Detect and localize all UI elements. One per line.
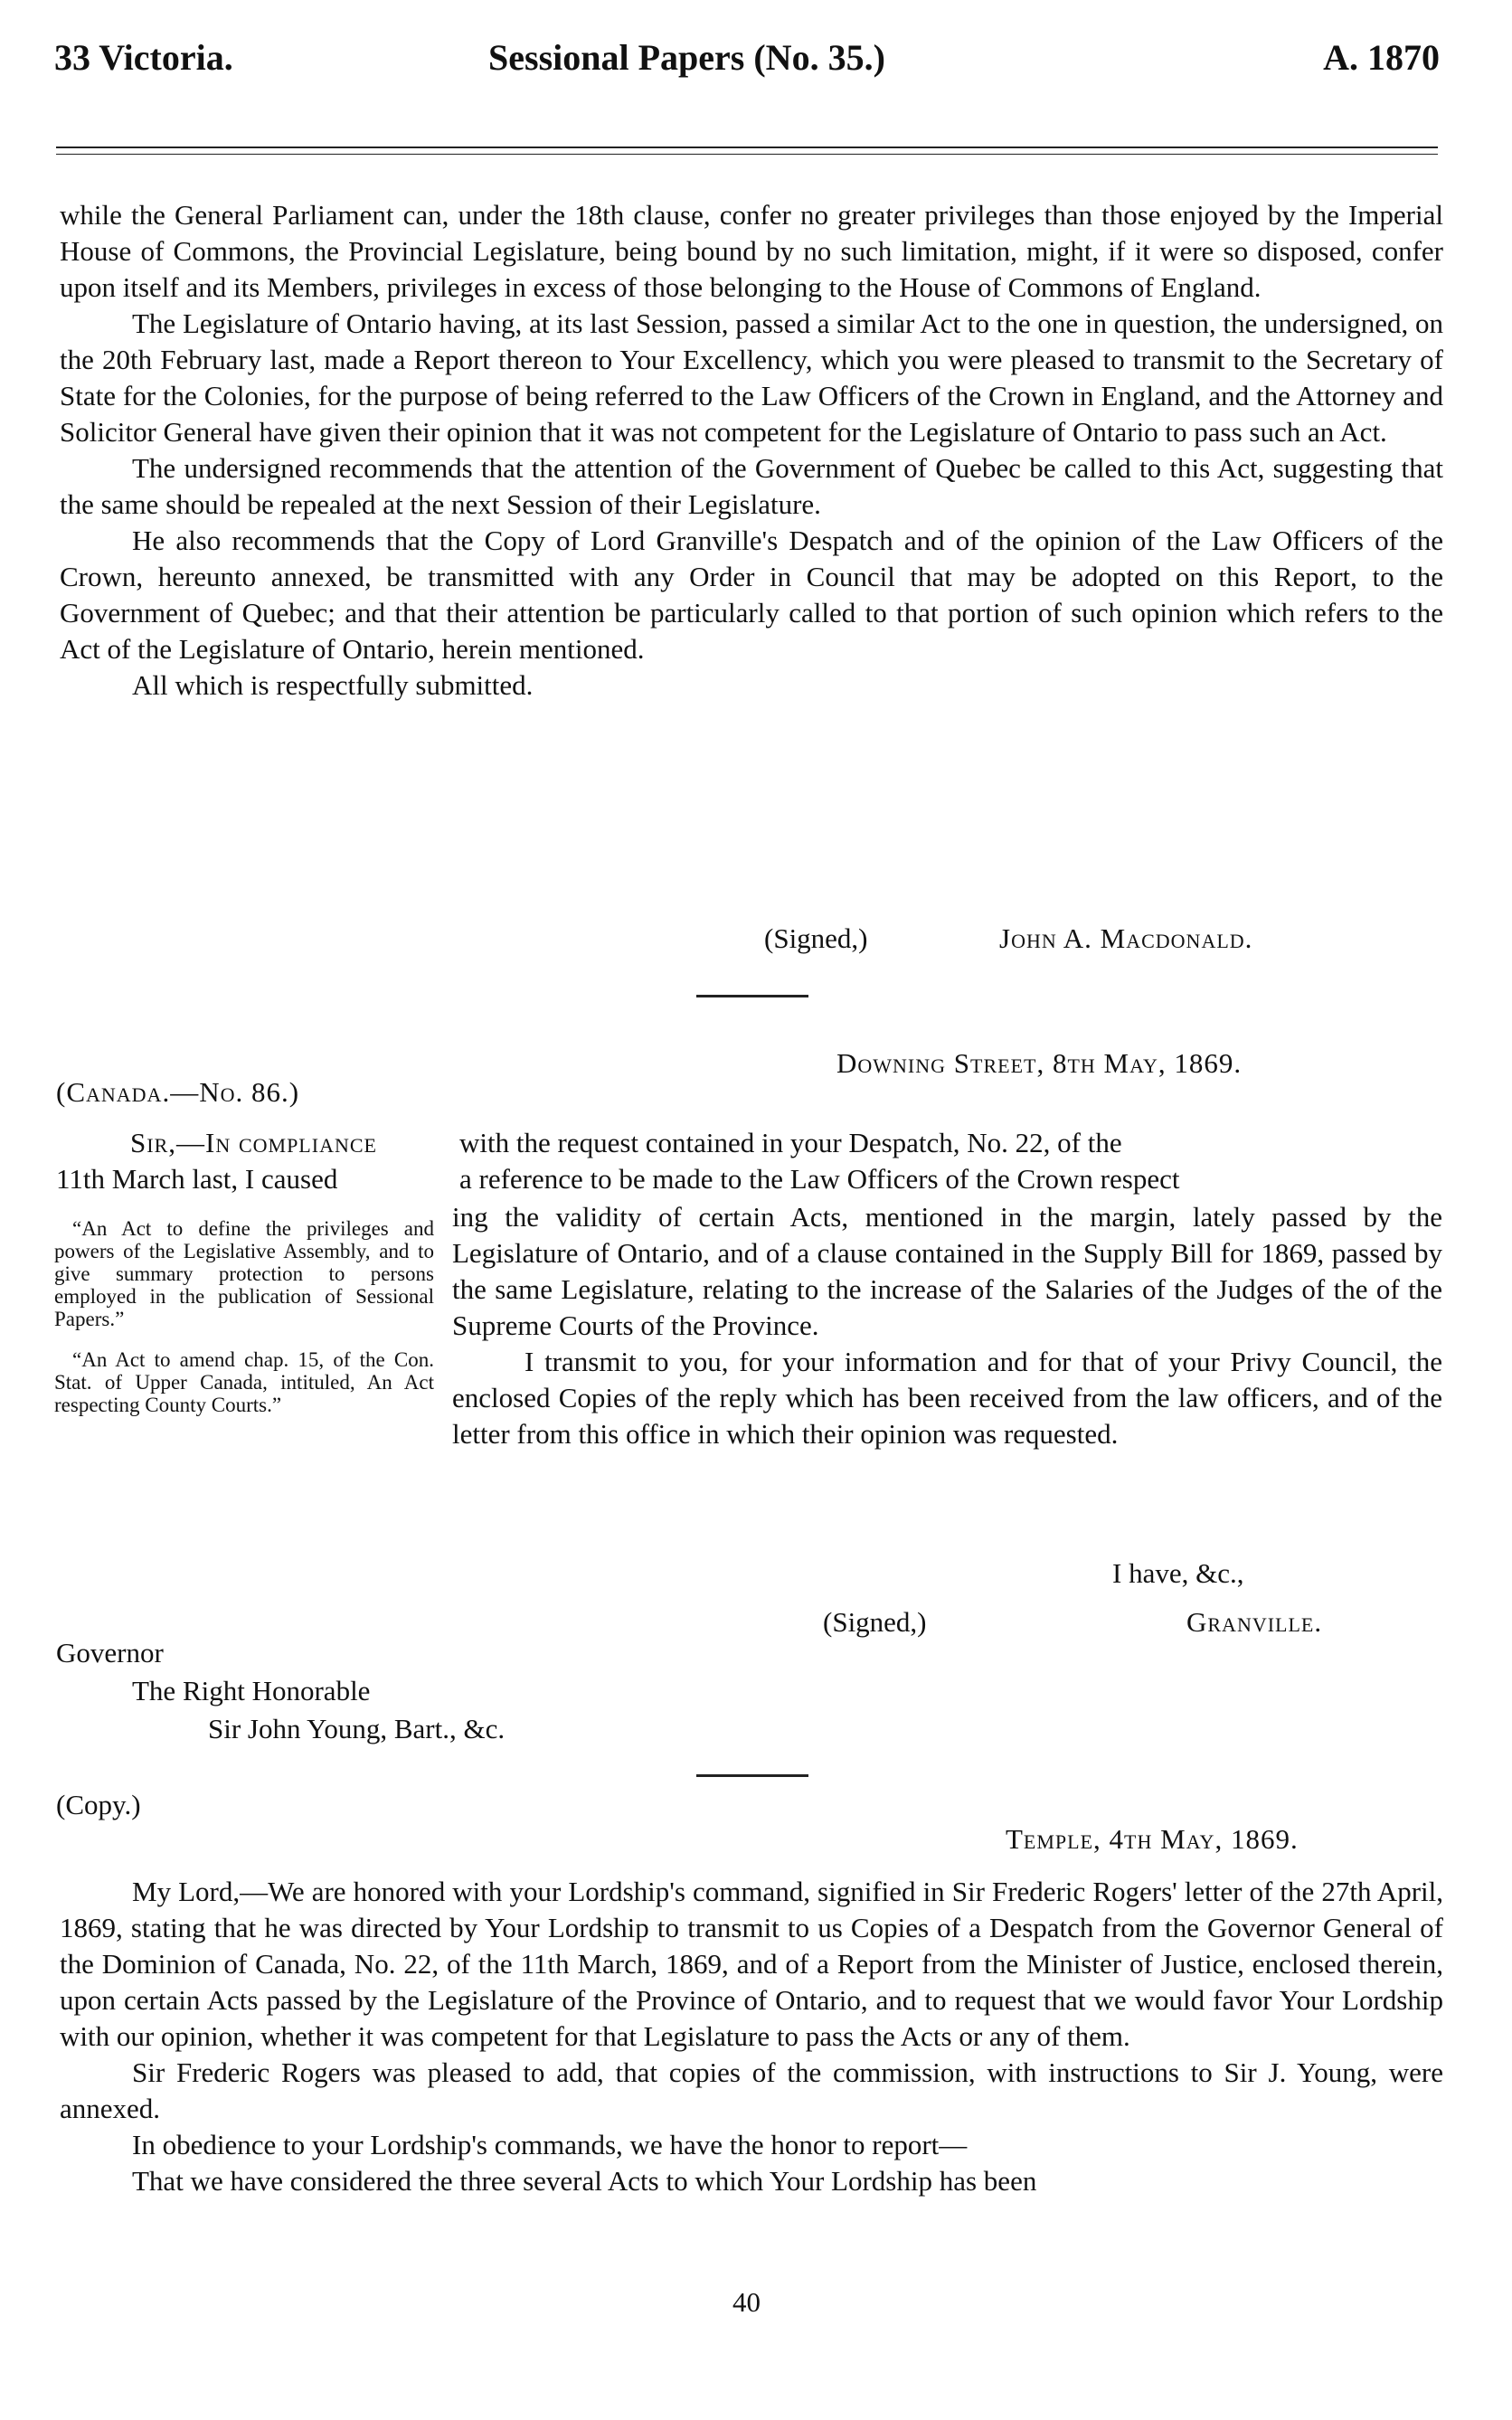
copy-place-date: Temple, 4th May, 1869. [1006, 1823, 1299, 1855]
paragraph: In obedience to your Lordship's commands, we have the honor to report— [132, 2129, 968, 2160]
copy-label: (Copy.) [56, 1789, 141, 1820]
paragraph: I transmit to you, for your information and for that of your Privy Council, the enclosed Copies of the reply which has been received from the law officers, and of the letter from this office in which their opinion was requested. [452, 1346, 1442, 1450]
despatch-line: a reference to be made to the Law Officers of the Crown respect [459, 1163, 1180, 1195]
page-header [54, 27, 1440, 83]
paragraph: He also recommends that the Copy of Lord Granville's Despatch and of the opinion of the Law Officers of the Crown, hereunto annexed, be transmitted with any Order in Council that may be adopted on this Report, to the Government of Quebec; and that their attention be particularly called to that portion of such opinion which refers to the Act of the Legislature of Ontario, herein mentioned. [60, 525, 1443, 665]
header-rule-thin [56, 154, 1438, 155]
signed-label: (Signed,) [764, 922, 868, 954]
paragraph: That we have considered the three several Acts to which Your Lordship has been [132, 2165, 1037, 2197]
despatch-reference: (Canada.—No. 86.) [56, 1076, 300, 1108]
section-divider [696, 995, 808, 997]
despatch-closing: I have, &c., [1112, 1557, 1244, 1589]
header-rule [56, 147, 1438, 148]
margin-notes [54, 1217, 434, 1434]
report-text [60, 197, 1443, 704]
paragraph: while the General Parliament can, under the 18th clause, confer no greater privileges than those enjoyed by the Imperial House of Commons, the Provincial Legislature, being bound by no such limitation, might, if it were so disposed, confer upon itself and its Members, privileges in excess of those belonging to the House of Commons of England. [60, 199, 1443, 303]
paragraph: All which is respectfully submitted. [132, 669, 534, 701]
section-divider [696, 1774, 808, 1777]
addressee-line: Sir John Young, Bart., &c. [208, 1713, 506, 1744]
despatch-body [452, 1199, 1442, 1452]
page-number: 40 [732, 2286, 761, 2318]
despatch-line: with the request contained in your Despatch, No. 22, of the [459, 1127, 1122, 1158]
margin-note: “An Act to define the privileges and powers of the Legislative Assembly, and to give summary protection to persons employed in the publication of Sessional Papers.” [54, 1217, 434, 1330]
signatory-name: John A. Macdonald. [999, 922, 1253, 954]
header-year: A. 1870 [1323, 37, 1440, 78]
addressee-line: The Right Honorable [132, 1675, 371, 1706]
paragraph: The undersigned recommends that the attention of the Government of Quebec be called to this Act, suggesting that the same should be repealed at the next Session of their Legislature. [60, 452, 1443, 520]
paragraph: My Lord,—We are honored with your Lordship's command, signified in Sir Frederic Rogers' letter of the 27th April, 1869, stating that he was directed by Your Lordship to transmit to us Copies of a Despatch from the Governor General of the Dominion of Canada, No. 22, of the 11th March, 1869, and of a Report from the Minister of Justice, enclosed therein, upon certain Acts passed by the Legislature of the Province of Ontario, and to request that we would favor Your Lordship with our opinion, whether it was competent for that Legislature to pass the Acts or any of them. [60, 1876, 1443, 2052]
signatory-name: Granville. [1186, 1606, 1323, 1638]
paragraph: Sir Frederic Rogers was pleased to add, that copies of the commission, with instructions to Sir J. Young, were annexed. [60, 2056, 1443, 2124]
addressee-line: Governor [56, 1637, 164, 1668]
signed-label: (Signed,) [823, 1606, 927, 1638]
header-session: 33 Victoria. [54, 37, 233, 78]
despatch-place-date: Downing Street, 8th May, 1869. [836, 1047, 1243, 1079]
despatch-line: 11th March last, I caused [56, 1163, 338, 1195]
paragraph: The Legislature of Ontario having, at its last Session, passed a similar Act to the one in question, the undersigned, on the 20th February last, made a Report thereon to Your Excellency, which you were pleased to transmit to the Secretary of State for the Colonies, for the purpose of being referred to the Law Officers of the Crown in England, and the Attorney and Solicitor General have given their opinion that it was not competent for the Legislature of Ontario to pass such an Act. [60, 307, 1443, 448]
margin-note: “An Act to amend chap. 15, of the Con. Stat. of Upper Canada, intituled, An Act respecting County Courts.” [54, 1348, 434, 1416]
header-title: Sessional Papers (No. 35.) [488, 37, 885, 78]
despatch-salutation: Sir,—In compliance [130, 1127, 377, 1158]
copy-body [60, 1874, 1443, 2199]
paragraph: ing the validity of certain Acts, mentioned in the margin, lately passed by the Legislature of Ontario, and of a clause contained in the Supply Bill for 1869, passed by the same Legislature, relating to the increase of the Salaries of the Judges of the of the Supreme Courts of the Province. [452, 1201, 1442, 1341]
